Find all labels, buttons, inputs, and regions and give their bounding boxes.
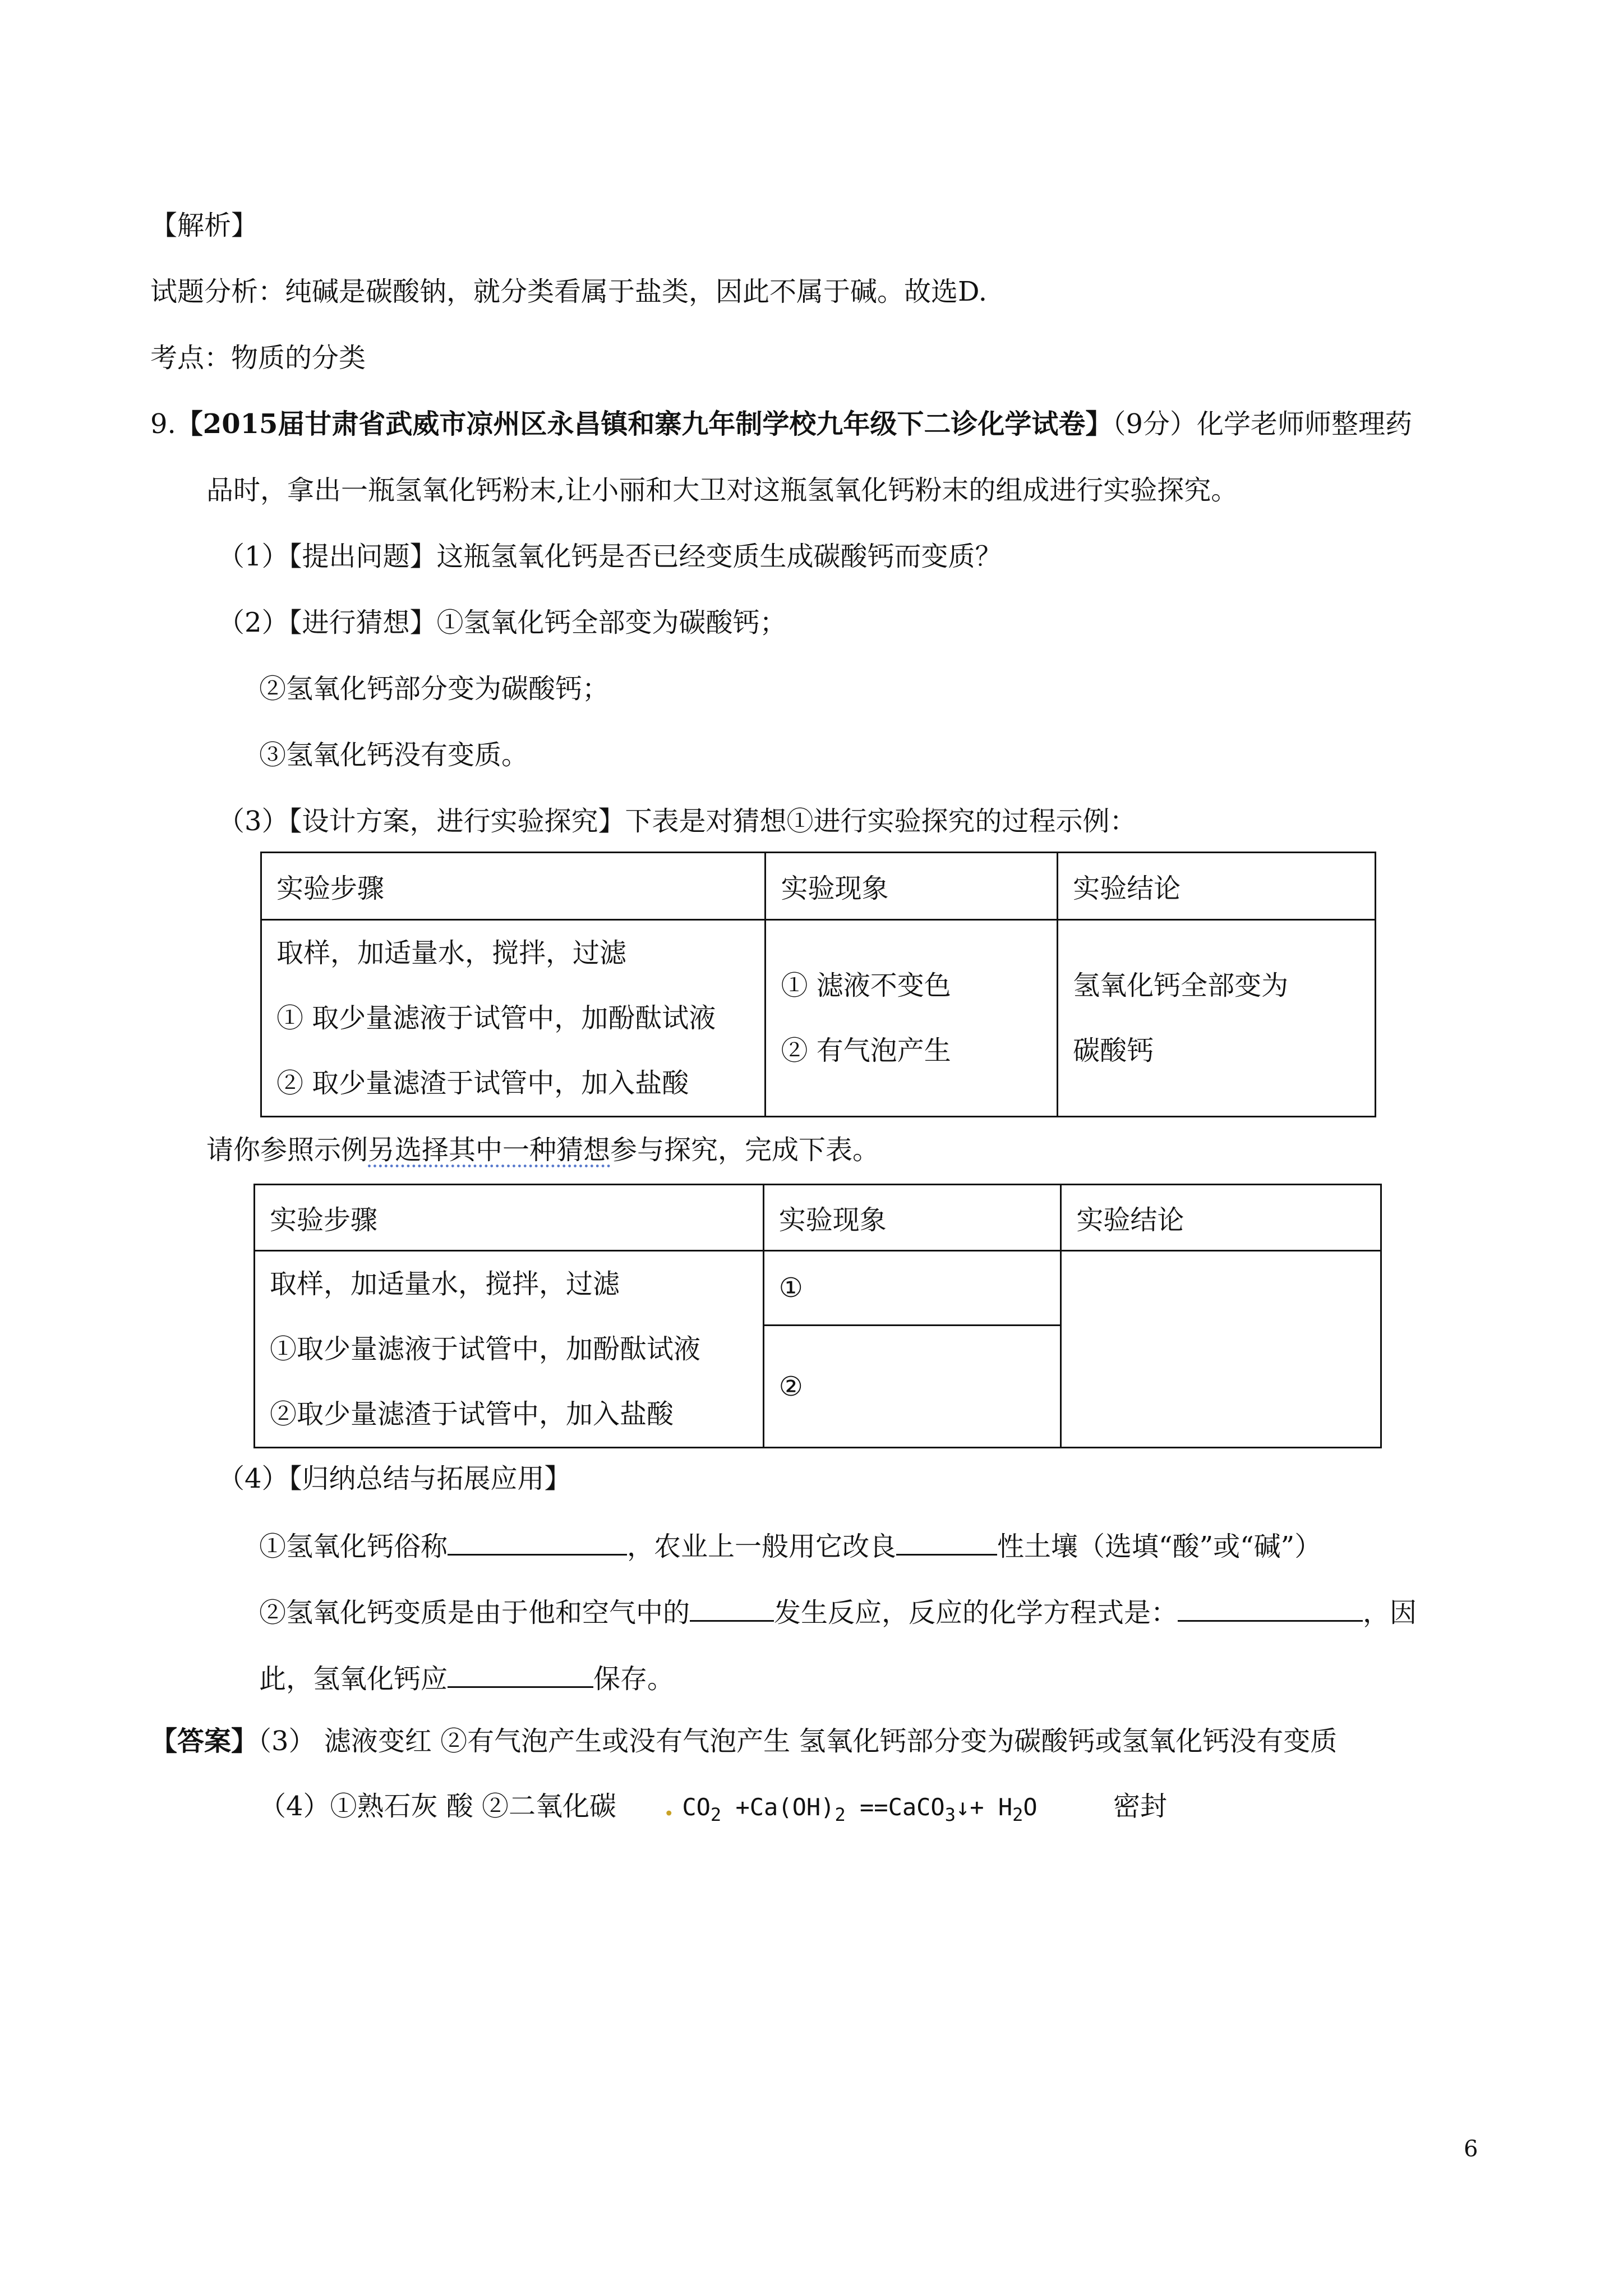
precipitate-arrow-icon: ↓ <box>956 1793 970 1821</box>
answer-phenomenon-2[interactable]: ② <box>763 1326 1061 1448</box>
example-conclusion-2: 碳酸钙 <box>1073 1035 1154 1066</box>
example-table <box>260 852 1376 1117</box>
example-phenomenon-2: ② 有气泡产生 <box>781 1035 951 1066</box>
blank-soil-type[interactable] <box>896 1527 997 1556</box>
answer-conclusion-cell[interactable] <box>1061 1251 1381 1448</box>
question-intro-line2: 品时，拿出一瓶氢氧化钙粉末,让小丽和大卫对这瓶氢氧化钙粉末的组成进行实验探究。 <box>206 475 1238 506</box>
example-step-2: ① 取少量滤液于试管中，加酚酞试液 <box>276 1002 716 1034</box>
guess2-line: ②氢氧化钙部分变为碳酸钙； <box>259 673 610 705</box>
eq-o: O <box>1023 1793 1038 1821</box>
eq-sub-2b: 2 <box>834 1804 846 1825</box>
example-header-phenomena: 实验现象 <box>766 853 1058 920</box>
example-step-1: 取样，加适量水，搅拌，过滤 <box>276 937 627 969</box>
example-phenomena-cell <box>766 920 1058 1117</box>
example-step-3: ② 取少量滤渣于试管中，加入盐酸 <box>276 1068 689 1099</box>
knowledge-point: 考点：物质的分类 <box>150 342 366 374</box>
question-intro: （9分）化学老师师整理药 <box>1112 408 1412 440</box>
part1-line: （1）【提出问题】这瓶氢氧化钙是否已经变质生成碳酸钙而变质？ <box>218 541 1002 572</box>
answer-step-1: 取样，加适量水，搅拌，过滤 <box>270 1268 620 1300</box>
eq-water: + H <box>970 1793 1013 1821</box>
fill2-text-c: ，因 <box>1363 1597 1417 1628</box>
example-conclusion-cell <box>1058 920 1376 1117</box>
fill3-text-b: 保存。 <box>593 1663 675 1695</box>
guess3-line: ③氢氧化钙没有变质。 <box>259 739 529 771</box>
answer-part3: （3） 滤液变红 ②有气泡产生或没有气泡产生 氢氧化钙部分变为碳酸钙或氢氧化钙没有变质 <box>258 1726 1338 1757</box>
fill-line-2 <box>259 1593 1417 1631</box>
fill2-text-b: 发生反应，反应的化学方程式是： <box>774 1597 1178 1628</box>
answer-line-1 <box>150 1723 1337 1759</box>
fill3-text-a: 此，氢氧化钙应 <box>259 1663 448 1695</box>
answer-header-conclusion: 实验结论 <box>1061 1185 1381 1251</box>
example-header-steps: 实验步骤 <box>261 853 766 920</box>
instruction-line <box>206 1132 879 1168</box>
example-table-header-row <box>261 853 1376 920</box>
example-table-body-row <box>261 920 1376 1117</box>
instruction-part-a: 请你参照示例 <box>206 1134 368 1166</box>
part4-line: （4）【归纳总结与拓展应用】 <box>218 1463 571 1494</box>
fill2-text-a: ②氢氧化钙变质是由于他和空气中的 <box>259 1597 690 1628</box>
example-header-conclusion: 实验结论 <box>1058 853 1376 920</box>
answer-label: 【答案】 <box>150 1726 259 1757</box>
fill-line-1 <box>259 1527 1321 1565</box>
blank-common-name[interactable] <box>448 1527 627 1556</box>
example-steps-cell <box>261 920 766 1117</box>
instruction-part-c: 参与探究，完成下表。 <box>610 1134 880 1166</box>
instruction-part-b: 另选择其中一种猜想 <box>368 1134 611 1166</box>
answer-step-2: ①取少量滤液于试管中，加酚酞试液 <box>270 1333 701 1365</box>
answer-step-3: ②取少量滤渣于试管中，加入盐酸 <box>270 1398 674 1430</box>
answer-phenomenon-1[interactable]: ① <box>763 1251 1061 1326</box>
answer-table-header-row <box>255 1185 1381 1251</box>
question-number: 9. <box>150 408 176 440</box>
answer-seal: 密封 <box>1113 1791 1167 1822</box>
page-number: 6 <box>1464 2136 1478 2162</box>
fill-line-3 <box>259 1659 674 1697</box>
eq-sub-2a: 2 <box>710 1804 722 1825</box>
answer-line-2 <box>259 1788 1167 1833</box>
answer-part4-prefix: （4）①熟石灰 酸 ②二氧化碳 <box>259 1791 617 1822</box>
eq-co: CO <box>682 1793 711 1821</box>
part3-line: （3）【设计方案，进行实验探究】下表是对猜想①进行实验探究的过程示例： <box>218 806 1137 837</box>
part2-line: （2）【进行猜想】①氢氧化钙全部变为碳酸钙； <box>218 607 787 638</box>
analysis-text: 试题分析：纯碱是碳酸钠，就分类看属于盐类，因此不属于碱。故选D. <box>150 276 988 307</box>
blank-air-component[interactable] <box>690 1593 774 1622</box>
blank-storage[interactable] <box>448 1659 593 1688</box>
question-source: 【2015届甘肃省武威市凉州区永昌镇和寨九年制学校九年级下二诊化学试卷】 <box>176 408 1113 440</box>
answer-header-steps: 实验步骤 <box>255 1185 764 1251</box>
answer-marker: . <box>664 1791 674 1822</box>
analysis-heading: 【解析】 <box>150 210 259 241</box>
answer-header-phenomena: 实验现象 <box>763 1185 1061 1251</box>
question-header <box>150 406 1412 442</box>
fill1-text-a: ①氢氧化钙俗称 <box>259 1531 448 1562</box>
fill1-text-b: ，农业上一般用它改良 <box>627 1531 897 1562</box>
eq-sub-2c: 2 <box>1012 1804 1023 1825</box>
eq-plus: +Ca(OH) <box>721 1793 835 1821</box>
example-phenomenon-1: ① 滤液不变色 <box>781 970 951 1001</box>
chemical-equation <box>682 1793 1038 1825</box>
answer-table <box>253 1184 1382 1448</box>
blank-equation[interactable] <box>1178 1593 1363 1622</box>
fill1-text-c: 性土壤（选填“酸”或“碱”） <box>997 1531 1322 1562</box>
answer-steps-cell <box>255 1251 764 1448</box>
example-conclusion-1: 氢氧化钙全部变为 <box>1073 970 1289 1001</box>
eq-equals: ==CaCO <box>845 1793 945 1821</box>
eq-sub-3: 3 <box>944 1804 956 1825</box>
answer-table-row-1 <box>255 1251 1381 1326</box>
